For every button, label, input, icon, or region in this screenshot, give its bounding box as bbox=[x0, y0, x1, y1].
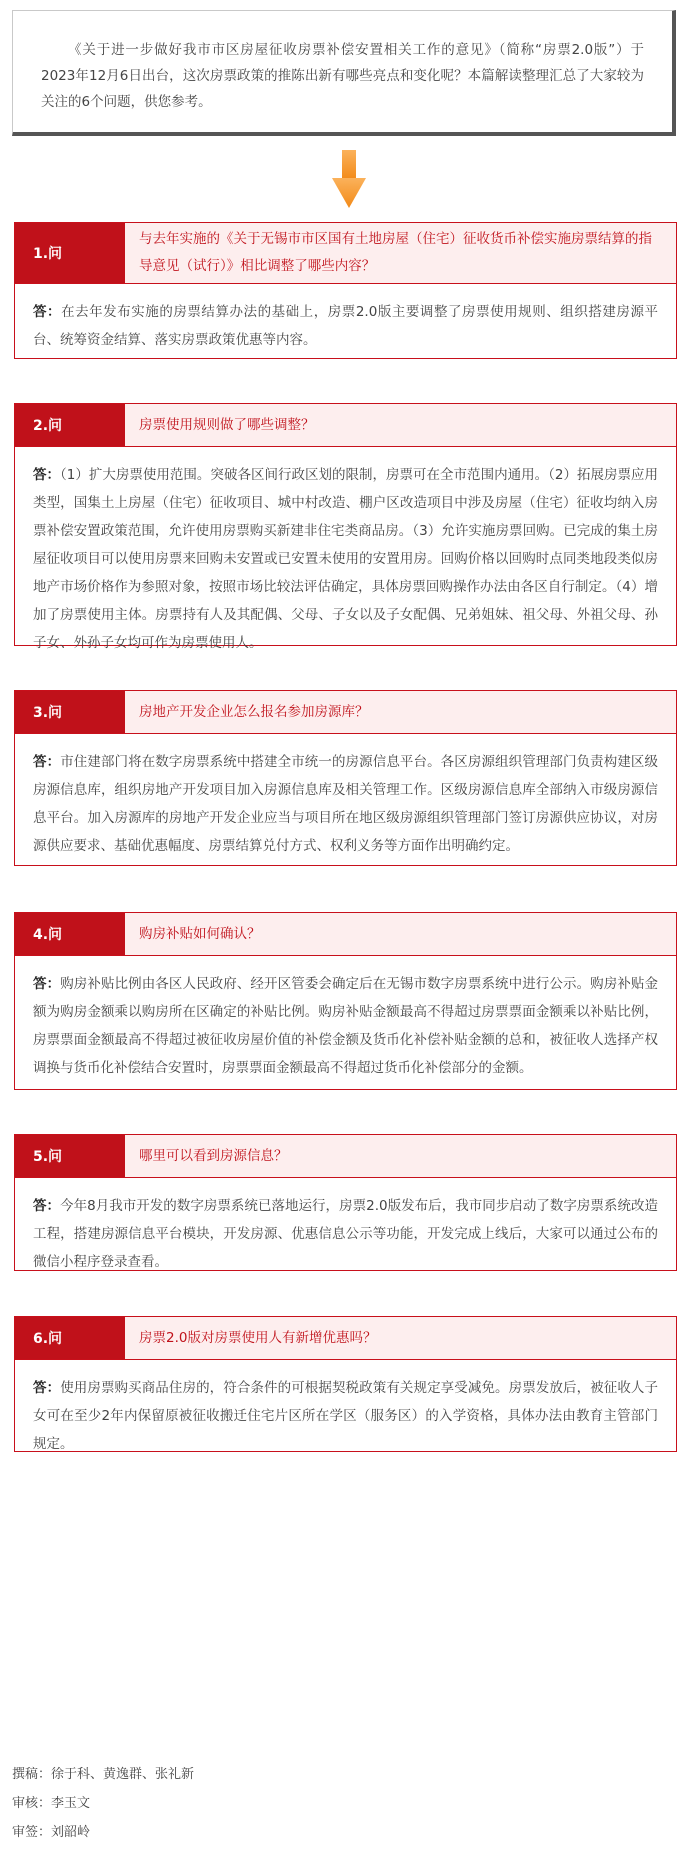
qa-block-4 bbox=[14, 912, 677, 1090]
answer-text: 答：使用房票购买商品住房的，符合条件的可根据契税政策有关规定享受减免。房票发放后，被征收人子女可在至少2年内保留原被征收搬迁住宅片区所在学区（服务区）的入学资格，具体办法由教育主管部门规定。 bbox=[33, 1380, 659, 1452]
answer-label: 答： bbox=[33, 1380, 61, 1396]
credit-reviewer: 审核：李玉文 bbox=[12, 1796, 91, 1811]
qa-block-2 bbox=[14, 403, 677, 651]
answer-label: 答： bbox=[33, 467, 61, 483]
answer-label: 答： bbox=[33, 304, 62, 320]
arrow-down-icon bbox=[332, 150, 366, 208]
answer-text: 答：市住建部门将在数字房票系统中搭建全市统一的房源信息平台。各区房源组织管理部门负责构建区级房源信息库，组织房地产开发项目加入房源信息库及相关管理工作。区级房源信息库全部纳入市级房源信息平台。加入房源库的房地产开发企业应当与项目所在地区级房源组织管理部门签订房源供应协议，对房源供应要求、基础优惠幅度、房票结算兑付方式、权利义务等方面作出明确约定。 bbox=[33, 754, 659, 854]
question-number: 2.问 bbox=[15, 404, 125, 446]
question-text: 房地产开发企业怎么报名参加房源库？ bbox=[125, 691, 676, 733]
question-text: 房票2.0版对房票使用人有新增优惠吗？ bbox=[125, 1317, 676, 1359]
qa-block-5 bbox=[14, 1134, 677, 1271]
qa-block-1 bbox=[14, 222, 677, 359]
question-number: 1.问 bbox=[15, 223, 125, 283]
qa-block-3 bbox=[14, 690, 677, 866]
question-text: 与去年实施的《关于无锡市市区国有土地房屋（住宅）征收货币补偿实施房票结算的指导意见（试行）》相比调整了哪些内容？ bbox=[125, 223, 676, 283]
question-number: 5.问 bbox=[15, 1135, 125, 1177]
question-number: 3.问 bbox=[15, 691, 125, 733]
question-text: 房票使用规则做了哪些调整？ bbox=[125, 404, 676, 446]
answer-label: 答： bbox=[33, 1198, 61, 1214]
intro-text: 《关于进一步做好我市市区房屋征收房票补偿安置相关工作的意见》（简称“房票2.0版”）于2023年12月6日出台，这次房票政策的推陈出新有哪些亮点和变化呢？本篇解读整理汇总了大家较为关注的6个问题，供您参考。 bbox=[41, 42, 644, 110]
answer-text: 答：购房补贴比例由各区人民政府、经开区管委会确定后在无锡市数字房票系统中进行公示。购房补贴金额为购房金额乘以购房所在区确定的补贴比例。购房补贴金额最高不得超过房票票面金额乘以补贴比例，房票票面金额最高不得超过被征收房屋价值的补偿金额及货币化补偿补贴金额的总和，被征收人选择产权调换与货币化补偿结合安置时，房票票面金额最高不得超过货币化补偿部分的金额。 bbox=[33, 976, 659, 1076]
answer-text: 答：在去年发布实施的房票结算办法的基础上，房票2.0版主要调整了房票使用规则、组织搭建房源平台、统筹资金结算、落实房票政策优惠等内容。 bbox=[33, 304, 659, 348]
credits bbox=[12, 1760, 194, 1847]
credit-writer: 撰稿：徐于科、黄逸群、张礼新 bbox=[12, 1767, 195, 1782]
answer-label: 答： bbox=[33, 976, 61, 992]
question-number: 4.问 bbox=[15, 913, 125, 955]
credit-approver: 审签：刘韶岭 bbox=[12, 1825, 91, 1840]
question-number: 6.问 bbox=[15, 1317, 125, 1359]
answer-label: 答： bbox=[33, 754, 61, 770]
qa-block-6 bbox=[14, 1316, 677, 1452]
intro-box bbox=[12, 10, 676, 136]
question-text: 哪里可以看到房源信息？ bbox=[125, 1135, 676, 1177]
answer-text: 答：今年8月我市开发的数字房票系统已落地运行，房票2.0版发布后，我市同步启动了数字房票系统改造工程，搭建房源信息平台模块，开发房源、优惠信息公示等功能，开发完成上线后，大家可以通过公布的微信小程序登录查看。 bbox=[33, 1198, 658, 1270]
answer-text: 答：（1）扩大房票使用范围。突破各区间行政区划的限制，房票可在全市范围内通用。（2）拓展房票应用类型，国集土上房屋（住宅）征收项目、城中村改造、棚户区改造项目中涉及房屋（住宅）征收均纳入房票补偿安置政策范围，允许使用房票购买新建非住宅类商品房。（3）允许实施房票回购。已完成的集土房屋征收项目可以使用房票来回购未安置或已安置未使用的安置用房。回购价格以回购时点同类地段类似房地产市场价格作为参照对象，按照市场比较法评估确定，具体房票回购操作办法由各区自行制定。（4）增加了房票使用主体。房票持有人及其配偶、父母、子女以及子女配偶、兄弟姐妹、祖父母、外祖父母、孙子女、外孙子女均可作为房票使用人。 bbox=[33, 467, 658, 651]
question-text: 购房补贴如何确认？ bbox=[125, 913, 676, 955]
